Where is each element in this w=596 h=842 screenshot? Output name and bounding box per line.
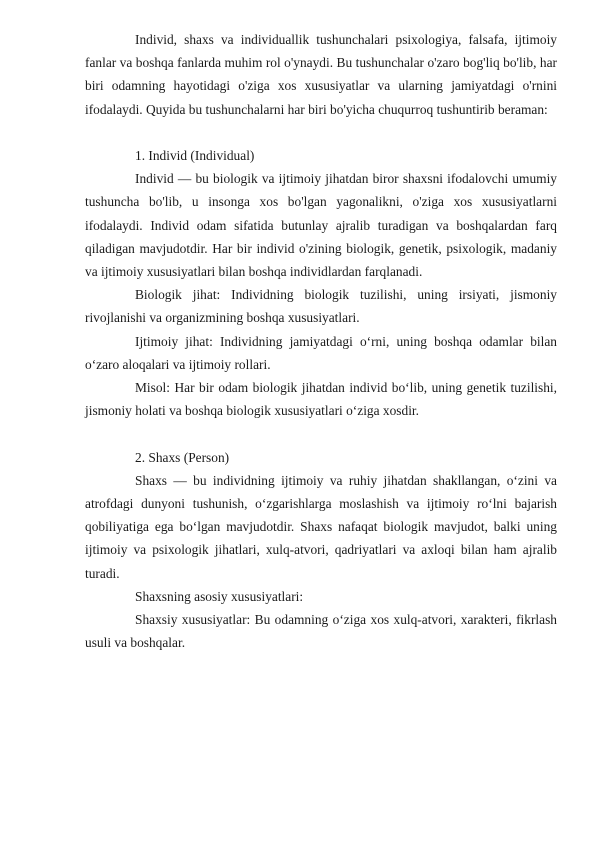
document-page [85, 28, 557, 654]
paragraph-gap [85, 422, 557, 445]
paragraph-gap [85, 121, 557, 144]
ijtimoiy-jihat-paragraph: Ijtimoiy jihat: Individning jamiyatdagi o‘rni, uning boshqa odamlar bilan o‘zaro aloqalari va ijtimoiy rollari. [85, 333, 557, 372]
individ-definition-paragraph: Individ — bu biologik va ijtimoiy jihatdan biror shaxsni ifodalovchi umumiy tushuncha bo'lib, u insonga xos bo'lgan yagonalikni, o'ziga xos xususiyatlarni ifodalaydi. Individ odam sifatida butunlay ajralib turadigan va boshqalardan farq qiladigan mavjudotdir. Har bir individ o'zining biologik, genetik, psixologik, madaniy va ijtimoiy xususiyatlari bilan boshqa individlardan farqlanadi. [85, 171, 557, 280]
shaxsiy-xususiyatlar-paragraph: Shaxsiy xususiyatlar: Bu odamning o‘ziga xos xulq-atvori, xarakteri, fikrlash usuli va boshqalar. [85, 612, 557, 651]
shaxs-features-intro: Shaxsning asosiy xususiyatlari: [135, 588, 304, 604]
section-heading-shaxs: 2. Shaxs (Person) [135, 449, 230, 465]
intro-paragraph: Individ, shaxs va individuallik tushunchalari psixologiya, falsafa, ijtimoiy fanlar va boshqa fanlarda muhim rol o'ynaydi. Bu tushunchalar o'zaro bog'liq bo'lib, har biri odamning hayotidagi o'ziga xos xususiyatlar va ularning jamiyatdagi o'rnini ifodalaydi. Quyida bu tushunchalarni har biri bo'yicha chuqurroq tushuntirib beraman: [85, 32, 557, 117]
section-heading-individ: 1. Individ (Individual) [135, 148, 255, 163]
shaxs-definition-paragraph: Shaxs — bu individning ijtimoiy va ruhiy jihatdan shakllangan, o‘zini va atrofdagi dunyoni tushunish, o‘zgarishlarga moslashish va ijtimoiy ro‘lni bajarish qobiliyatiga ega bo‘lgan mavjudotdir. Shaxs nafaqat biologik mavjudot, balki uning ijtimoiy va psixologik jihatlari, xulq-atvori, qadriyatlari va axloqi bilan ham ajralib turadi. [85, 472, 557, 581]
misol-paragraph: Misol: Har bir odam biologik jihatdan individ bo‘lib, uning genetik tuzilishi, jismoniy holati va boshqa biologik xususiyatlari o‘ziga xosdir. [85, 380, 557, 419]
biologik-jihat-paragraph: Biologik jihat: Individning biologik tuzilishi, uning irsiyati, jismoniy rivojlanishi va organizmining boshqa xususiyatlari. [85, 287, 557, 326]
